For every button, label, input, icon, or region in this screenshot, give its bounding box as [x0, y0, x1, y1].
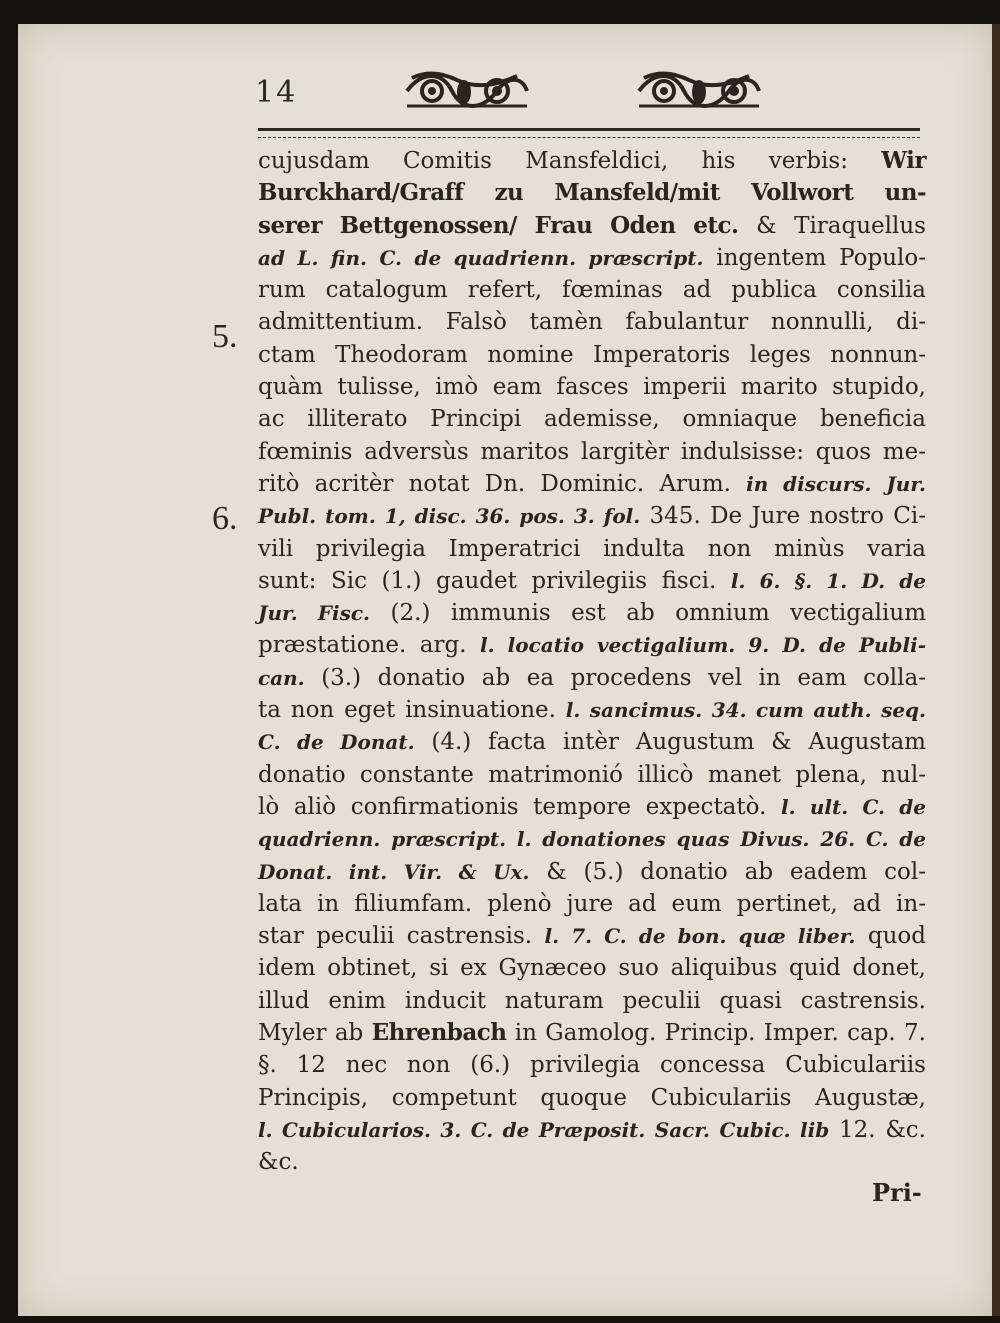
text-segment: ac illiterato Principi ademisse, omniaque beneficia [258, 406, 926, 433]
text-segment: lata in filiumfam. plenò jure ad eum pertinet, ad in- [258, 890, 926, 917]
text-line [258, 662, 926, 694]
text-segment: præstatione. arg. [258, 632, 480, 659]
right-floral-ornament-icon [634, 66, 764, 116]
citation-text: l. sancimus. 34. cum auth. seq. [565, 698, 927, 723]
text-segment: 345. De Jure nostro Ci- [640, 503, 926, 530]
text-line [258, 726, 926, 758]
text-line [258, 985, 926, 1017]
text-segment: (3.) donatio ab ea procedens vel in eam colla- [304, 664, 926, 691]
citation-text: Donat. int. Vir. & Ux. [258, 859, 530, 884]
citation-text: can. [258, 665, 305, 690]
text-line [258, 759, 926, 791]
text-line [258, 500, 926, 532]
text-line [258, 694, 926, 726]
blackletter-text: Ehrenbach [371, 1019, 507, 1047]
text-segment: vili privilegia Imperatrici indulta non minùs varia [258, 535, 926, 562]
citation-text: in discurs. Jur. [746, 471, 926, 496]
text-segment: 12. &c. &c. [258, 1116, 926, 1176]
citation-text: ad L. fin. C. de quadrienn. præscript. [258, 245, 704, 270]
text-line [258, 306, 926, 338]
text-segment: & Tiraquellus [738, 212, 926, 239]
text-segment: ctam Theodoram nomine Imperatoris leges nonnun- [258, 341, 926, 368]
header-rule [258, 128, 920, 138]
text-line [258, 210, 926, 242]
text-segment: ta non eget insinuatione. [258, 697, 566, 724]
text-line [258, 1114, 926, 1176]
text-segment: Principis, competunt quoque Cubiculariis Augustæ, [258, 1084, 926, 1111]
citation-text: Publ. tom. 1, disc. 36. pos. 3. fol. [258, 504, 641, 529]
blackletter-text: serer Bettgenossen/ Frau Oden etc. [258, 211, 739, 239]
text-segment: Myler ab [258, 1020, 372, 1047]
text-line [258, 952, 926, 984]
text-line [258, 856, 926, 888]
text-segment: rum catalogum refert, fœminas ad publica consilia [258, 277, 926, 304]
text-line [258, 888, 926, 920]
text-line [258, 242, 926, 274]
left-floral-ornament-icon [402, 66, 532, 116]
text-segment: ingentem Populo- [703, 244, 926, 271]
text-line [258, 597, 926, 629]
blackletter-text: Burckhard/Graff zu Mansfeld/mit Vollwort un- [258, 179, 926, 207]
text-segment: cujusdam Comitis Mansfeldici, his verbis: [258, 148, 882, 174]
citation-text: Jur. Fisc. [258, 601, 371, 626]
text-segment: quàm tulisse, imò eam fasces imperii marito stupido, [258, 374, 926, 401]
margin-number-5: 5. [212, 318, 238, 355]
text-line [258, 145, 926, 177]
text-line [258, 403, 926, 435]
citation-text: C. de Donat. [258, 730, 415, 755]
text-segment: fœminis adversùs maritos largitèr indulsisse: quos me- [258, 438, 926, 465]
text-line [258, 339, 926, 371]
text-segment: ritò acritèr notat Dn. Dominic. Arum. [258, 470, 747, 497]
text-line [258, 274, 926, 306]
text-segment: & (5.) donatio ab eadem col- [529, 858, 926, 885]
citation-text: l. 6. §. 1. D. de [730, 568, 926, 593]
text-line [258, 371, 926, 403]
text-line [258, 1017, 926, 1049]
text-segment: lò aliò confirmationis tempore expectatò. [258, 793, 782, 820]
text-line [258, 565, 926, 597]
text-line [258, 920, 926, 952]
citation-text: l. locatio vectigalium. 9. D. de Publi- [479, 633, 926, 658]
text-line [258, 177, 926, 209]
text-line [258, 823, 926, 855]
page-edge [992, 24, 1000, 1316]
text-line [258, 1049, 926, 1081]
text-segment: quod [855, 923, 926, 950]
text-segment: idem obtinet, si ex Gynæceo suo aliquibus quid donet, [258, 955, 926, 982]
text-line [258, 436, 926, 468]
text-line [258, 1082, 926, 1114]
text-segment: in Gamolog. Princip. Imper. cap. 7. [506, 1020, 926, 1047]
text-segment: §. 12 nec non (6.) privilegia concessa Cubiculariis [258, 1052, 926, 1079]
text-line [258, 533, 926, 565]
text-line [258, 468, 926, 500]
text-segment: sunt: Sic (1.) gaudet privilegiis fisci. [258, 567, 731, 594]
citation-text: quadrienn. præscript. l. donationes quas Divus. 26. C. de [258, 827, 926, 852]
text-segment: (4.) facta intèr Augustum & Augustam [414, 729, 926, 756]
text-segment: donatio constante matrimonió illicò manet plena, nul- [258, 761, 926, 788]
catchword: Pri- [872, 1178, 922, 1207]
text-segment: admittentium. Falsò tamèn fabulantur nonnulli, di- [258, 309, 926, 336]
text-segment: (2.) immunis est ab omnium vectigalium [370, 600, 927, 627]
page-number: 14 [255, 75, 298, 110]
citation-text: l. ult. C. de [781, 794, 927, 819]
blackletter-text: Wir [881, 147, 926, 174]
citation-text: l. 7. C. de bon. quæ liber. [544, 924, 856, 949]
text-segment: illud enim inducit naturam peculii quasi castrensis. [258, 987, 926, 1014]
text-segment: star peculii castrensis. [258, 923, 545, 950]
text-line [258, 629, 926, 661]
margin-number-6: 6. [212, 500, 238, 537]
body-text [258, 145, 927, 1176]
citation-text: l. Cubicularios. 3. C. de Præposit. Sacr. Cubic. lib [258, 1117, 830, 1142]
text-line [258, 791, 926, 823]
